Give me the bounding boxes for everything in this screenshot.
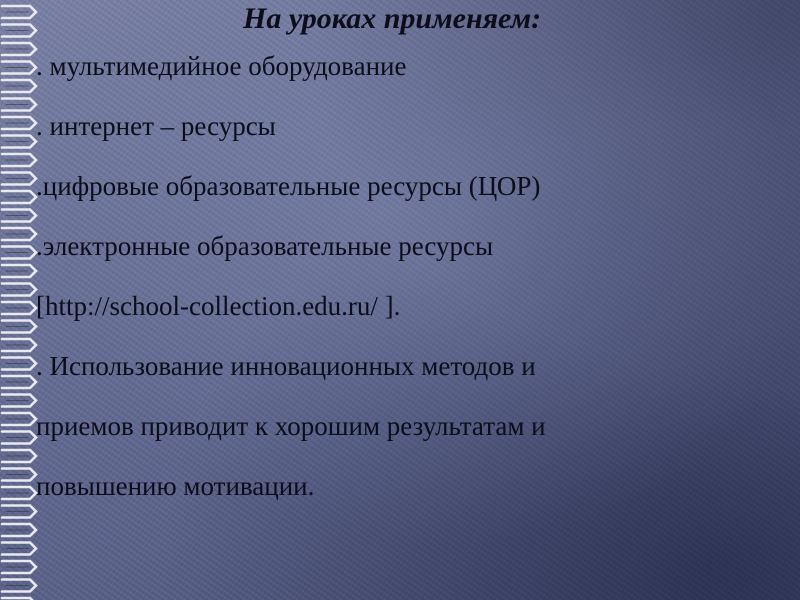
bullet-electronic-resources: .электронные образовательные ресурсы (36, 231, 494, 261)
slide-title: На уроках применяем: (243, 2, 542, 35)
conclusion-line-3: повышению мотивации. (36, 471, 315, 501)
bullet-digital-resources: .цифровые образовательные ресурсы (ЦОР) (36, 171, 541, 201)
conclusion-line-1: . Использование инновационных методов и (36, 351, 536, 381)
resource-link: [http://school-collection.edu.ru/ ]. (36, 291, 401, 321)
bullet-multimedia-equipment: . мультимедийное оборудование (36, 51, 407, 81)
conclusion-line-2: приемов приводит к хорошим результатам и (36, 411, 546, 441)
bullet-internet-resources: . интернет – ресурсы (36, 111, 276, 141)
